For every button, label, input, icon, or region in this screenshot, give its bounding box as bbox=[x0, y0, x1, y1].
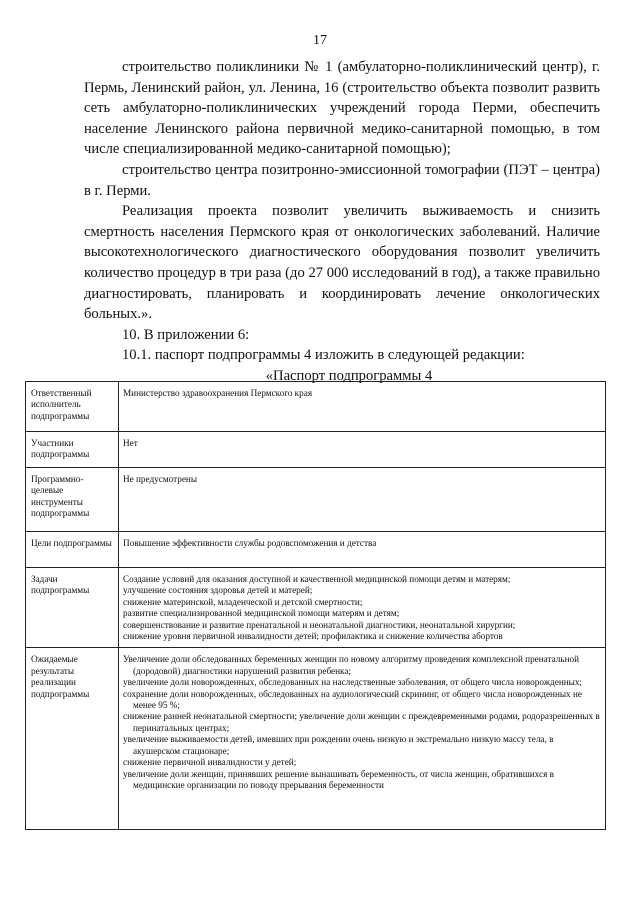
row-label: Ожидаемые результаты реализации подпрограммы bbox=[26, 648, 119, 830]
paragraph: строительство центра позитронно-эмиссионной томографии (ПЭТ – центра) в г. Перми. bbox=[84, 161, 600, 199]
content-line: увеличение доли новорожденных, обследованных на наследственные заболевания, от общего числа новорожденных; bbox=[123, 677, 582, 688]
row-content bbox=[119, 532, 606, 568]
row-content bbox=[119, 568, 606, 648]
paragraph: строительство поликлиники № 1 (амбулаторно-поликлинический центр), г. Пермь, Ленинский район, ул. Ленина, 16 (строительство объекта позволит развить сеть амбулаторно-поликлинических учреждений города Перми, обеспечить население Ленинского района первичной медико-санитарной помощью, в том числе специализированной медико-санитарной помощью); bbox=[84, 59, 600, 158]
content-line: увеличение доли женщин, принявших решение вынашивать беременность, от числа женщин, обратившихся в медицинские организации по поводу прерывания беременности bbox=[123, 768, 554, 790]
row-label: Ответственный исполнитель подпрограммы bbox=[26, 382, 119, 432]
table-row bbox=[26, 382, 606, 432]
row-label: Программно-целевые инструменты подпрограммы bbox=[26, 468, 119, 532]
content-line: Не предусмотрены bbox=[123, 474, 197, 484]
passport-table bbox=[25, 381, 606, 830]
page-number: 17 bbox=[313, 33, 327, 48]
content-line: Увеличение доли обследованных беременных женщин по новому алгоритму проведения комплексной пренатальной (дородовой) диагностики нарушений развития ребенка; bbox=[123, 654, 580, 676]
body-text bbox=[84, 57, 600, 387]
row-content bbox=[119, 432, 606, 468]
row-label: Участники подпрограммы bbox=[26, 432, 119, 468]
row-content bbox=[119, 468, 606, 532]
row-content bbox=[119, 648, 606, 830]
content-line: Повышение эффективности службы родовспоможения и детства bbox=[123, 538, 377, 548]
content-line: Нет bbox=[123, 438, 138, 448]
table-row bbox=[26, 468, 606, 532]
row-content bbox=[119, 382, 606, 432]
table-row bbox=[26, 648, 606, 830]
content-line: Создание условий для оказания доступной и качественной медицинской помощи детям и матерям; bbox=[123, 574, 511, 584]
row-label: Задачи подпрограммы bbox=[26, 568, 119, 648]
content-line: снижение первичной инвалидности у детей; bbox=[123, 757, 297, 768]
content-line: сохранение доли новорожденных, обследованных на аудиологический скрининг, от общего числа новорожденных не менее 95 %; bbox=[123, 688, 582, 711]
table-row bbox=[26, 532, 606, 568]
paragraph: 10. В приложении 6: bbox=[122, 326, 250, 343]
content-line: улучшение состояния здоровья детей и матерей; bbox=[123, 585, 313, 596]
content-line: снижение уровня первичной инвалидности детей; профилактика и снижение количества абортов bbox=[123, 631, 503, 642]
paragraph: 10.1. паспорт подпрограммы 4 изложить в следующей редакции: bbox=[122, 347, 525, 364]
paragraph: Реализация проекта позволит увеличить выживаемость и снизить смертность населения Пермского края от онкологических заболеваний. Наличие высокотехнологического диагностического оборудования позволит увеличить количество процедур в три раза (до 27 000 исследований в год), а также правильно диагностировать, планировать и координировать лечение онкологических больных.». bbox=[84, 203, 600, 323]
table-row bbox=[26, 568, 606, 648]
table-title: «Паспорт подпрограммы 4 bbox=[265, 367, 433, 384]
content-line: Министерство здравоохранения Пермского края bbox=[123, 388, 313, 398]
row-label: Цели подпрограммы bbox=[26, 532, 119, 568]
content-line: развитие специализированной медицинской помощи матерям и детям; bbox=[123, 608, 400, 619]
content-line: увеличение выживаемости детей, имевших при рождении очень низкую и экстремально низкую массу тела, в акушерском стационаре; bbox=[123, 734, 554, 756]
table-row bbox=[26, 432, 606, 468]
content-line: снижение ранней неонатальной смертности; увеличение доли женщин с преждевременными родами, родоразрешенных в перинатальных центрах; bbox=[123, 711, 600, 733]
content-line: снижение материнской, младенческой и детской смертности; bbox=[123, 596, 363, 607]
content-line: совершенствование и развитие пренатальной и неонатальной диагностики, неонатальной хирургии; bbox=[123, 619, 516, 630]
